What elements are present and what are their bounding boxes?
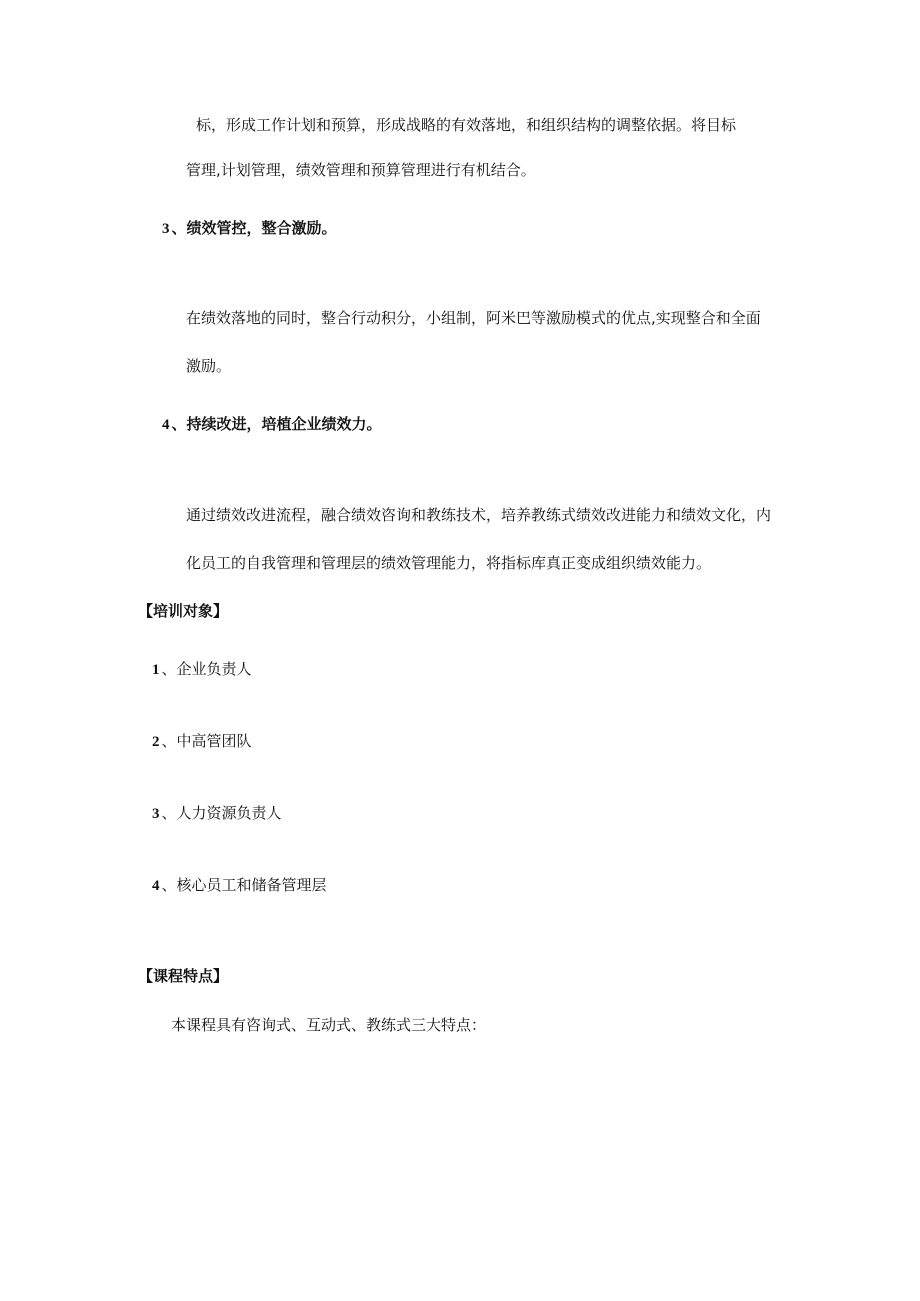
item-3-body-line-1: 在绩效落地的同时，整合行动积分，小组制，阿米巴等激励模式的优点,实现整合和全面 [186,309,761,327]
intro-line-2: 管理,计划管理，绩效管理和预算管理进行有机结合。 [186,161,536,179]
audience-item-1 [152,659,252,680]
audience-item-4-text: 核心员工和储备管理层 [176,876,327,894]
audience-item-4 [152,875,327,896]
audience-item-3-separator: 、 [161,804,177,822]
audience-item-2-separator: 、 [161,732,177,750]
audience-item-1-text: 企业负责人 [176,660,252,678]
item-4-number: 4 [162,417,170,433]
audience-item-1-number: 1 [152,662,160,678]
item-4-separator: 、 [171,415,187,433]
audience-item-4-number: 4 [152,878,160,894]
item-3-title: 绩效管控，整合激励。 [186,219,337,237]
item-4-title: 持续改进，培植企业绩效力。 [186,415,382,433]
features-text: 本课程具有咨询式、互动式、教练式三大特点： [171,1016,487,1034]
audience-item-2 [152,731,252,752]
audience-item-3-number: 3 [152,806,160,822]
intro-line-1: 标，形成工作计划和预算，形成战略的有效落地，和组织结构的调整依据。将目标 [196,116,737,134]
audience-item-1-separator: 、 [161,660,177,678]
features-heading: 【课程特点】 [138,967,229,985]
item-3-separator: 、 [171,219,187,237]
item-4-body-line-2: 化员工的自我管理和管理层的绩效管理能力，将指标库真正变成组织绩效能力。 [186,554,712,572]
audience-heading: 【培训对象】 [138,602,229,620]
item-4-body-line-1: 通过绩效改进流程，融合绩效咨询和教练技术，培养教练式绩效改进能力和绩效文化，内 [186,506,772,524]
item-3-heading [162,218,337,239]
audience-item-3-text: 人力资源负责人 [176,804,282,822]
item-4-heading [162,414,382,435]
audience-item-4-separator: 、 [161,876,177,894]
item-3-body-line-2: 激励。 [186,357,232,375]
item-3-number: 3 [162,221,170,237]
audience-item-3 [152,803,282,824]
audience-item-2-text: 中高管团队 [176,732,252,750]
audience-item-2-number: 2 [152,734,160,750]
